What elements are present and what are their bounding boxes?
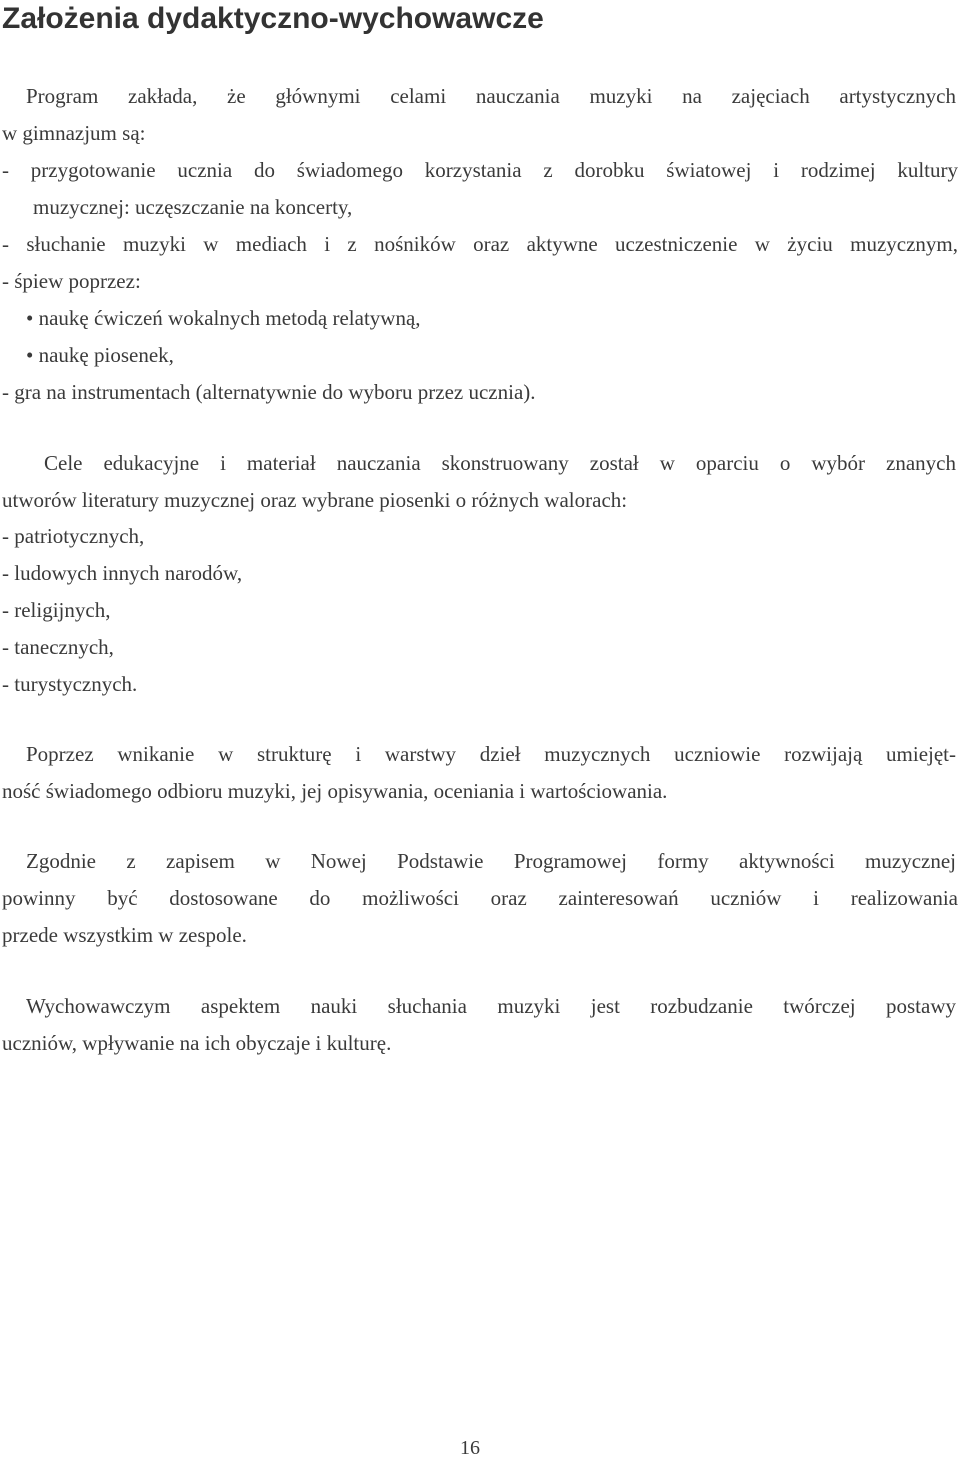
- list-item-continuation: muzycznej: uczęszczanie na koncerty,: [33, 195, 353, 219]
- paragraph-line: Zgodnie z zapisem w Nowej Podstawie Programowej formy aktywności muzycznej: [26, 849, 956, 873]
- list-item: - gra na instrumentach (alternatywnie do wyboru przez ucznia).: [2, 380, 536, 404]
- list-item: - przygotowanie ucznia do świadomego korzystania z dorobku światowej i rodzimej kultury: [2, 158, 958, 182]
- paragraph-line: powinny być dostosowane do możliwości oraz zainteresowań uczniów i realizowania: [2, 886, 958, 910]
- page-title: Założenia dydaktyczno-wychowawcze: [2, 2, 544, 35]
- paragraph-line: Poprzez wnikanie w strukturę i warstwy dzieł muzycznych uczniowie rozwijają umiejęt-: [26, 742, 956, 766]
- list-item: - patriotycznych,: [2, 524, 145, 548]
- list-item: - religijnych,: [2, 598, 111, 622]
- paragraph-line: uczniów, wpływanie na ich obyczaje i kulturę.: [2, 1031, 392, 1055]
- paragraph-line: ność świadomego odbioru muzyki, jej opisywania, oceniania i wartościowania.: [2, 779, 668, 803]
- list-item: - turystycznych.: [2, 672, 138, 696]
- list-item: - ludowych innych narodów,: [2, 561, 243, 585]
- sub-list-item: • naukę ćwiczeń wokalnych metodą relatywną,: [26, 306, 421, 330]
- list-item: - tanecznych,: [2, 635, 114, 659]
- paragraph-line: utworów literatury muzycznej oraz wybrane piosenki o różnych walorach:: [2, 488, 628, 512]
- sub-list-item: • naukę piosenek,: [26, 343, 174, 367]
- list-item: - śpiew poprzez:: [2, 269, 141, 293]
- paragraph-line: Program zakłada, że głównymi celami nauczania muzyki na zajęciach artystycznych: [26, 84, 956, 108]
- list-item: - słuchanie muzyki w mediach i z nośników oraz aktywne uczestniczenie w życiu muzycznym,: [2, 232, 958, 256]
- paragraph-line: Wychowawczym aspektem nauki słuchania muzyki jest rozbudzanie twórczej postawy: [26, 994, 956, 1018]
- page-number: 16: [460, 1437, 480, 1459]
- paragraph-line: Cele edukacyjne i materiał nauczania skonstruowany został w oparciu o wybór znanych: [44, 451, 956, 475]
- paragraph-line: przede wszystkim w zespole.: [2, 923, 247, 947]
- paragraph-line: w gimnazjum są:: [2, 121, 146, 145]
